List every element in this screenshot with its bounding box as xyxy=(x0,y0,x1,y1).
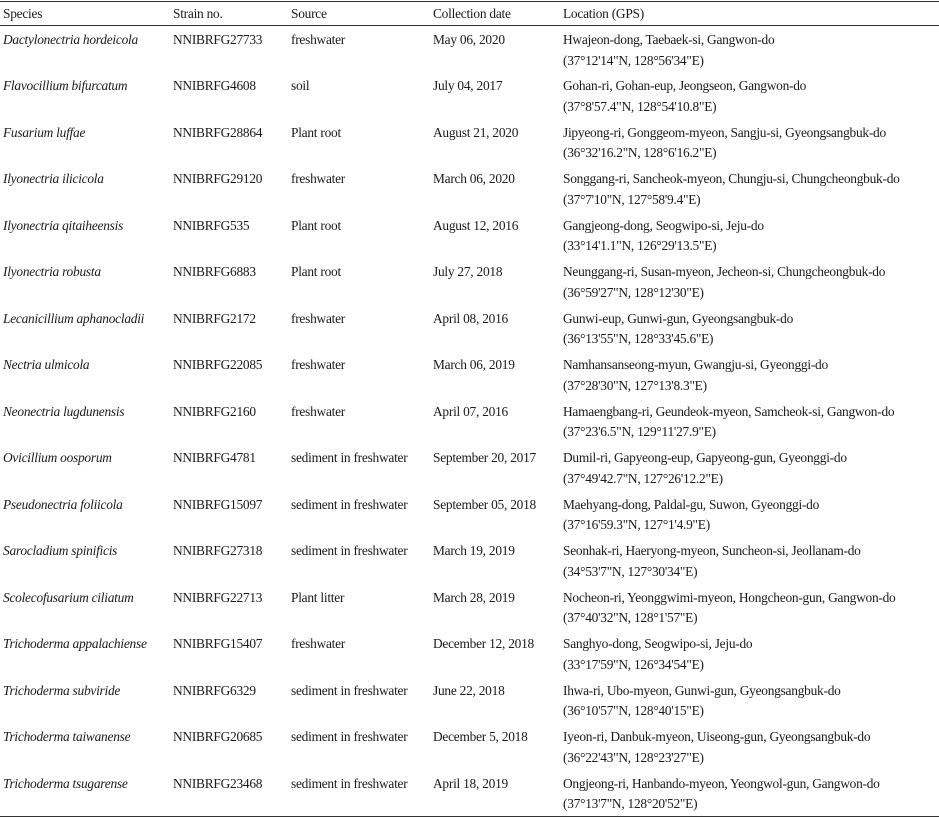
table-row xyxy=(0,305,939,352)
gps-coordinates: (37°40'32"N, 128°1'57"E) xyxy=(563,610,698,625)
date-cell: July 27, 2018 xyxy=(433,264,503,279)
species-cell: Ilyonectria robusta xyxy=(3,264,101,279)
date-cell: April 07, 2016 xyxy=(433,403,508,419)
source-cell: Plant root xyxy=(291,264,341,279)
table-row xyxy=(0,398,939,445)
species-cell: Trichoderma appalachiense xyxy=(3,636,147,651)
date-cell: August 12, 2016 xyxy=(433,217,519,233)
location-cell xyxy=(560,770,939,817)
header-row xyxy=(0,2,939,26)
location-text: Songgang-ri, Sancheok-myeon, Chungju-si, Chungcheongbuk-do xyxy=(563,171,900,186)
gps-coordinates: (36°10'57"N, 128°40'15"E) xyxy=(563,703,704,718)
species-cell: Dactylonectria hordeicola xyxy=(3,32,138,47)
species-cell: Flavocillium bifurcatum xyxy=(3,78,128,93)
source-cell: sediment in freshwater xyxy=(291,543,408,558)
location-cell xyxy=(560,677,939,724)
species-cell: Ovicillium oosporum xyxy=(3,450,112,465)
species-cell: Nectria ulmicola xyxy=(3,357,90,372)
species-cell: Scolecofusarium ciliatum xyxy=(3,589,134,605)
table-header xyxy=(0,2,939,26)
location-text: Gunwi-eup, Gunwi-gun, Gyeongsangbuk-do xyxy=(563,310,794,326)
location-cell xyxy=(560,584,939,631)
gps-coordinates: (37°12'14"N, 128°56'34"E) xyxy=(563,52,704,68)
location-text: Nocheon-ri, Yeonggwimi-myeon, Hongcheon-gun, Gangwon-do xyxy=(563,589,896,605)
location-text: Jipyeong-ri, Gonggeom-myeon, Sangju-si, Gyeongsangbuk-do xyxy=(563,124,886,140)
species-cell: Neonectria lugdunensis xyxy=(3,403,125,419)
date-cell: July 04, 2017 xyxy=(433,78,503,93)
strain-cell: NNIBRFG20685 xyxy=(173,729,263,744)
location-cell xyxy=(560,723,939,770)
date-cell: December 5, 2018 xyxy=(433,729,528,744)
location-cell xyxy=(560,26,939,73)
header-date: Collection date xyxy=(430,2,560,26)
strain-cell: NNIBRFG22085 xyxy=(173,357,263,372)
location-text: Maehyang-dong, Paldal-gu, Suwon, Gyeonggi-do xyxy=(563,496,820,512)
source-cell: freshwater xyxy=(291,310,346,326)
table-row xyxy=(0,491,939,538)
location-text: Gangjeong-dong, Seogwipo-si, Jeju-do xyxy=(563,217,764,233)
location-cell xyxy=(560,398,939,445)
table-row xyxy=(0,351,939,398)
location-cell xyxy=(560,119,939,166)
strain-cell: NNIBRFG6883 xyxy=(173,264,256,279)
location-cell xyxy=(560,630,939,677)
location-text: Iyeon-ri, Danbuk-myeon, Uiseong-gun, Gyeongsangbuk-do xyxy=(563,729,871,744)
species-cell: Ilyonectria ilicicola xyxy=(3,171,104,186)
date-cell: August 21, 2020 xyxy=(433,124,519,140)
source-cell: sediment in freshwater xyxy=(288,770,430,817)
location-text: Hamaengbang-ri, Geundeok-myeon, Samcheok-si, Gangwon-do xyxy=(563,403,895,419)
table-row xyxy=(0,119,939,166)
strain-cell: NNIBRFG15097 xyxy=(173,496,263,512)
table-row xyxy=(0,723,939,770)
table-row xyxy=(0,72,939,119)
source-cell: freshwater xyxy=(291,357,346,372)
strain-cell: NNIBRFG27733 xyxy=(173,32,263,47)
location-text: Ihwa-ri, Ubo-myeon, Gunwi-gun, Gyeongsangbuk-do xyxy=(563,682,841,698)
strain-cell: NNIBRFG29120 xyxy=(173,171,263,186)
strain-cell: NNIBRFG15407 xyxy=(173,636,263,651)
table-row xyxy=(0,26,939,73)
date-cell: September 20, 2017 xyxy=(433,450,536,465)
location-cell xyxy=(560,305,939,352)
table-row xyxy=(0,584,939,631)
location-cell xyxy=(560,212,939,259)
source-cell: Plant litter xyxy=(291,589,345,605)
species-table xyxy=(0,1,939,817)
gps-coordinates: (36°13'55"N, 128°33'45.6"E) xyxy=(563,331,714,346)
location-text: Ongjeong-ri, Hanbando-myeon, Yeongwol-gun, Gangwon-do xyxy=(563,775,880,791)
source-cell: soil xyxy=(291,78,310,93)
strain-cell: NNIBRFG2160 xyxy=(173,403,256,419)
source-cell: freshwater xyxy=(291,636,346,651)
source-cell: freshwater xyxy=(291,171,346,186)
source-cell: freshwater xyxy=(291,403,346,419)
location-text: Neunggang-ri, Susan-myeon, Jecheon-si, Chungcheongbuk-do xyxy=(563,264,886,279)
strain-cell: NNIBRFG2172 xyxy=(173,310,256,326)
date-cell: March 19, 2019 xyxy=(433,543,515,558)
table-row xyxy=(0,258,939,305)
header-species: Species xyxy=(0,2,170,26)
date-cell: March 06, 2019 xyxy=(433,357,515,372)
location-cell xyxy=(560,165,939,212)
strain-cell: NNIBRFG4781 xyxy=(173,450,256,465)
table-row xyxy=(0,212,939,259)
date-cell: April 18, 2019 xyxy=(430,770,560,817)
strain-cell: NNIBRFG27318 xyxy=(173,543,263,558)
location-cell xyxy=(560,491,939,538)
location-cell xyxy=(560,258,939,305)
gps-coordinates: (34°53'7"N, 127°30'34"E) xyxy=(563,563,698,579)
source-cell: sediment in freshwater xyxy=(291,729,408,744)
location-text: Gohan-ri, Gohan-eup, Jeongseon, Gangwon-do xyxy=(563,78,807,93)
location-text: Hwajeon-dong, Taebaek-si, Gangwon-do xyxy=(563,32,775,47)
location-cell xyxy=(560,537,939,584)
date-cell: March 28, 2019 xyxy=(433,589,515,605)
species-cell: Pseudonectria foliicola xyxy=(3,496,123,512)
location-text: Seonhak-ri, Haeryong-myeon, Suncheon-si, Jeollanam-do xyxy=(563,543,861,558)
species-cell: Sarocladium spinificis xyxy=(3,543,118,558)
location-text: Sanghyo-dong, Seogwipo-si, Jeju-do xyxy=(563,636,753,651)
strain-cell: NNIBRFG4608 xyxy=(173,78,256,93)
table-row xyxy=(0,630,939,677)
gps-coordinates: (33°17'59"N, 126°34'54"E) xyxy=(563,656,704,672)
gps-coordinates: (36°32'16.2"N, 128°6'16.2"E) xyxy=(563,145,717,160)
strain-cell: NNIBRFG23468 xyxy=(170,770,288,817)
gps-coordinates: (37°13'7"N, 128°20'52"E) xyxy=(563,796,698,811)
location-cell xyxy=(560,444,939,491)
source-cell: sediment in freshwater xyxy=(291,496,408,512)
gps-coordinates: (37°49'42.7"N, 127°26'12.2"E) xyxy=(563,470,723,486)
gps-coordinates: (33°14'1.1"N, 126°29'13.5"E) xyxy=(563,238,717,253)
table-body xyxy=(0,26,939,817)
strain-cell: NNIBRFG6329 xyxy=(173,682,256,698)
gps-coordinates: (37°16'59.3"N, 127°1'4.9"E) xyxy=(563,517,710,532)
location-cell xyxy=(560,351,939,398)
gps-coordinates: (37°23'6.5"N, 129°11'27.9"E) xyxy=(563,424,716,439)
source-cell: Plant root xyxy=(291,124,341,140)
date-cell: June 22, 2018 xyxy=(433,682,505,698)
header-strain: Strain no. xyxy=(170,2,288,26)
gps-coordinates: (37°8'57.4"N, 128°54'10.8"E) xyxy=(563,98,717,114)
species-table-container xyxy=(0,1,939,817)
gps-coordinates: (36°22'43"N, 128°23'27"E) xyxy=(563,749,704,765)
source-cell: Plant root xyxy=(291,217,341,233)
source-cell: freshwater xyxy=(291,32,346,47)
date-cell: April 08, 2016 xyxy=(433,310,508,326)
strain-cell: NNIBRFG535 xyxy=(173,217,250,233)
gps-coordinates: (37°7'10"N, 127°58'9.4"E) xyxy=(563,191,701,207)
gps-coordinates: (36°59'27"N, 128°12'30"E) xyxy=(563,284,704,300)
date-cell: September 05, 2018 xyxy=(433,496,536,512)
species-cell: Lecanicillium aphanocladii xyxy=(3,310,145,326)
header-source: Source xyxy=(288,2,430,26)
date-cell: May 06, 2020 xyxy=(433,32,505,47)
table-row xyxy=(0,444,939,491)
strain-cell: NNIBRFG22713 xyxy=(173,589,263,605)
table-row xyxy=(0,770,939,817)
species-cell: Fusarium luffae xyxy=(3,124,86,140)
source-cell: sediment in freshwater xyxy=(291,450,408,465)
table-row xyxy=(0,677,939,724)
location-cell xyxy=(560,72,939,119)
source-cell: sediment in freshwater xyxy=(291,682,408,698)
date-cell: March 06, 2020 xyxy=(433,171,515,186)
table-row xyxy=(0,537,939,584)
strain-cell: NNIBRFG28864 xyxy=(173,124,263,140)
gps-coordinates: (37°28'30"N, 127°13'8.3"E) xyxy=(563,377,707,393)
table-row xyxy=(0,165,939,212)
location-text: Dumil-ri, Gapyeong-eup, Gapyeong-gun, Gyeonggi-do xyxy=(563,450,847,465)
location-text: Namhansanseong-myun, Gwangju-si, Gyeonggi-do xyxy=(563,357,828,372)
species-cell: Trichoderma taiwanense xyxy=(3,729,131,744)
species-cell: Ilyonectria qitaiheensis xyxy=(3,217,124,233)
species-cell: Trichoderma tsugarense xyxy=(0,770,170,817)
header-location: Location (GPS) xyxy=(560,2,939,26)
species-cell: Trichoderma subviride xyxy=(3,682,121,698)
date-cell: December 12, 2018 xyxy=(433,636,534,651)
